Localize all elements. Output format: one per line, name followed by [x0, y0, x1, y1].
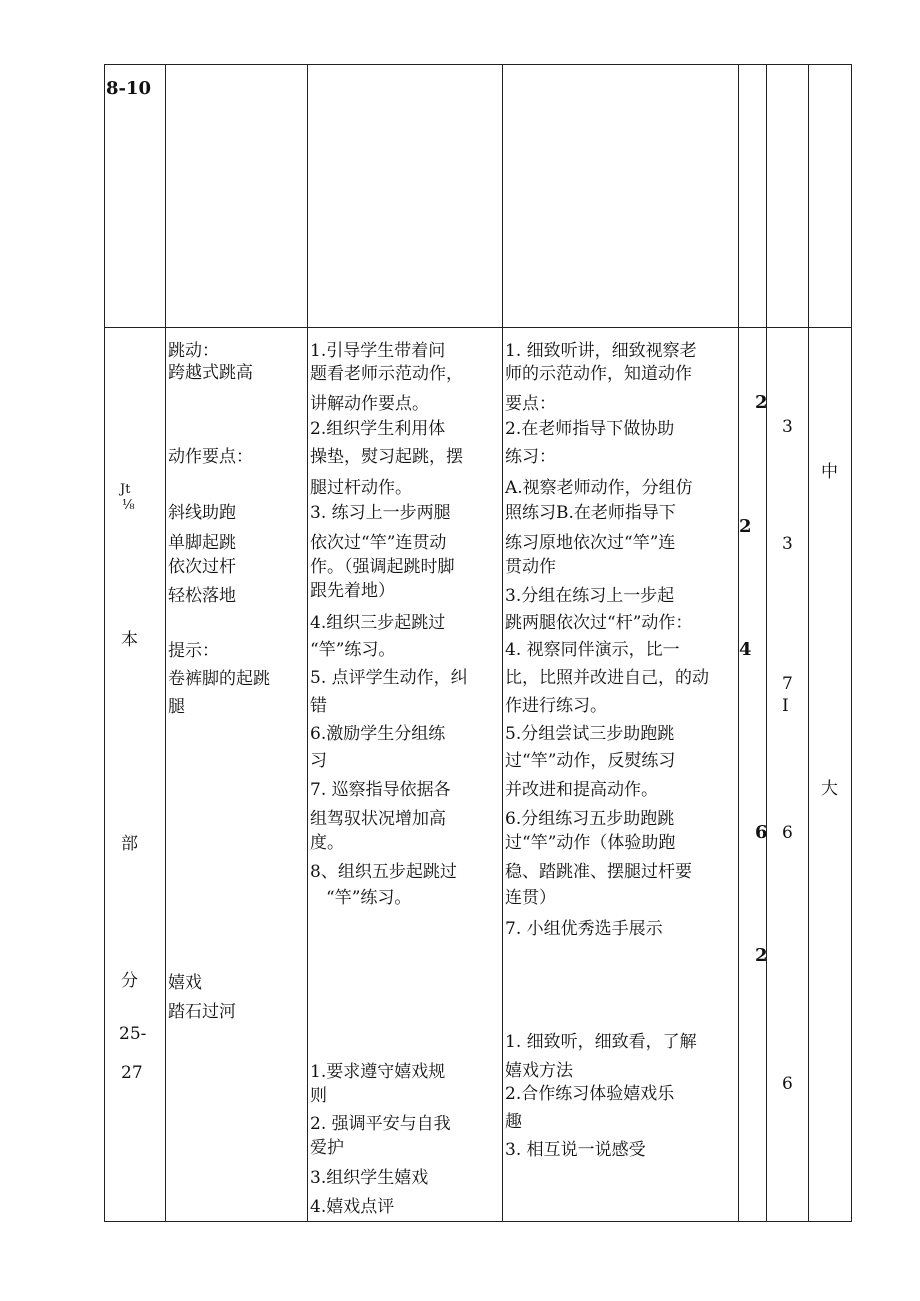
intensity-label: 大	[821, 779, 838, 799]
teacher-activity-line: 4.嬉戏点评	[310, 1197, 395, 1217]
content-text: 跨越式跳高	[168, 363, 253, 383]
teacher-activity-line: 错	[310, 696, 327, 716]
content-text: 卷裤脚的起跳	[168, 669, 270, 689]
repetition-count: 3	[782, 534, 793, 554]
teacher-activity-line: 度。	[310, 833, 344, 853]
student-activity-line: 并改进和提高动作。	[505, 780, 658, 800]
student-activity-line: 照练习B.在老师指导下	[505, 503, 676, 523]
student-activity-line: 趣	[505, 1112, 522, 1132]
student-activity-line: 5.分组尝试三步助跑跳	[505, 724, 675, 744]
content-text: 跳动：	[168, 341, 219, 361]
repetition-count: 6	[782, 823, 793, 843]
student-activity-line: 过“竿”动作，反熨练习	[505, 751, 676, 771]
student-activity-line: 连贯）	[505, 888, 556, 908]
teacher-activity-line: 腿过杆动作。	[310, 478, 412, 498]
section-label-fraction: ⅛	[122, 498, 135, 513]
student-activity-line: 2.合作练习体验嬉戏乐	[505, 1084, 675, 1104]
teacher-activity-line: 6.激励学生分组练	[310, 724, 446, 744]
student-activity-line: 1. 细致听，细致看，了解	[505, 1032, 697, 1052]
content-text: 嬉戏	[168, 973, 202, 993]
column-divider-5	[766, 64, 767, 1222]
teacher-activity-line: 3. 练习上一步两腿	[310, 503, 451, 523]
content-text: 腿	[168, 697, 185, 717]
teacher-activity-line: 3.组织学生嬉戏	[310, 1168, 429, 1188]
repetition-count: I	[782, 696, 789, 716]
student-activity-line: 3. 相互说一说感受	[505, 1140, 646, 1160]
teacher-activity-line: 5. 点评学生动作，纠	[310, 668, 468, 688]
time-value: 4	[739, 639, 752, 660]
student-activity-line: 3.分组在练习上一步起	[505, 586, 675, 606]
student-activity-line: 跳两腿依次过“杆”动作：	[505, 613, 693, 633]
student-activity-line: 比，比照并改进自己，的动	[505, 668, 709, 688]
teacher-activity-line: 操垫，熨习起跳，摆	[310, 447, 463, 467]
repetition-count: 7	[782, 674, 793, 694]
time-value: 6	[755, 822, 768, 843]
time-value: 2	[755, 392, 768, 413]
section-label-ben: 本	[121, 630, 138, 650]
teacher-activity-line: 2.组织学生利用体	[310, 419, 446, 439]
column-divider-2	[307, 64, 308, 1222]
intensity-label: 中	[821, 462, 838, 482]
section-duration-line1: 25-	[119, 1024, 147, 1044]
time-value: 2	[739, 516, 752, 537]
content-text: 轻松落地	[168, 586, 236, 606]
teacher-activity-line: 则	[310, 1086, 327, 1106]
column-divider-1	[165, 64, 166, 1222]
section-label-bu: 部	[121, 834, 138, 854]
teacher-activity-line: 7. 巡察指导依据各	[310, 780, 451, 800]
student-activity-line: 练习：	[505, 447, 556, 467]
student-activity-line: 师的示范动作，知道动作	[505, 364, 692, 384]
repetition-count: 6	[782, 1074, 793, 1094]
content-text: 踏石过河	[168, 1002, 236, 1022]
teacher-activity-line: 1.引导学生带着问	[310, 341, 446, 361]
content-text: 动作要点：	[168, 447, 253, 467]
student-activity-line: 2.在老师指导下做协助	[505, 419, 675, 439]
teacher-activity-line: 题看老师示范动作，	[310, 364, 463, 384]
teacher-activity-line: 爱护	[310, 1138, 344, 1158]
teacher-activity-line: 习	[310, 751, 327, 771]
student-activity-line: 作进行练习。	[505, 696, 607, 716]
content-text: 单脚起跳	[168, 533, 236, 553]
student-activity-line: 过“竿”动作（体验助跑	[505, 833, 676, 853]
teacher-activity-line: 组驾驭状况增加高	[310, 809, 446, 829]
teacher-activity-line: 作。（强调起跳时脚	[310, 557, 455, 577]
teacher-activity-line: 4.组织三步起跳过	[310, 613, 446, 633]
row-divider	[104, 327, 852, 328]
student-activity-line: 4. 视察同伴演示，比一	[505, 640, 680, 660]
student-activity-line: 要点：	[505, 394, 556, 414]
time-value: 2	[755, 945, 768, 966]
student-activity-line: 1. 细致听讲，细致视察老	[505, 341, 697, 361]
teacher-activity-line: 依次过“竿”连贯动	[310, 533, 447, 553]
student-activity-line: 贯动作	[505, 557, 556, 577]
teacher-activity-line: 2. 强调平安与自我	[310, 1114, 451, 1134]
teacher-activity-line: 1.要求遵守嬉戏规	[310, 1062, 446, 1082]
student-activity-line: 7. 小组优秀选手展示	[505, 919, 663, 939]
student-activity-line: 嬉戏方法	[505, 1061, 573, 1081]
teacher-activity-line: 跟先着地）	[310, 581, 395, 601]
student-activity-line: A.视察老师动作，分组仿	[505, 478, 693, 498]
content-text: 依次过杆	[168, 557, 236, 577]
content-text: 提示：	[168, 641, 219, 661]
section-duration-line2: 27	[121, 1063, 143, 1083]
section-label-fen: 分	[121, 971, 138, 991]
section-label-top: Jt	[120, 482, 131, 497]
content-text: 斜线助跑	[168, 503, 236, 523]
teacher-activity-line: “竿”练习。	[326, 888, 412, 908]
student-activity-line: 稳、踏跳准、摆腿过杆要	[505, 862, 692, 882]
student-activity-line: 练习原地依次过“竿”连	[505, 533, 676, 553]
column-divider-3	[502, 64, 503, 1222]
teacher-activity-line: 讲解动作要点。	[310, 394, 429, 414]
student-activity-line: 6.分组练习五步助跑跳	[505, 809, 675, 829]
teacher-activity-line: “竿”练习。	[310, 640, 396, 660]
time-range-label: 8-10	[106, 78, 152, 99]
repetition-count: 3	[782, 417, 793, 437]
teacher-activity-line: 8、组织五步起跳过	[310, 862, 457, 882]
column-divider-6	[808, 64, 809, 1222]
